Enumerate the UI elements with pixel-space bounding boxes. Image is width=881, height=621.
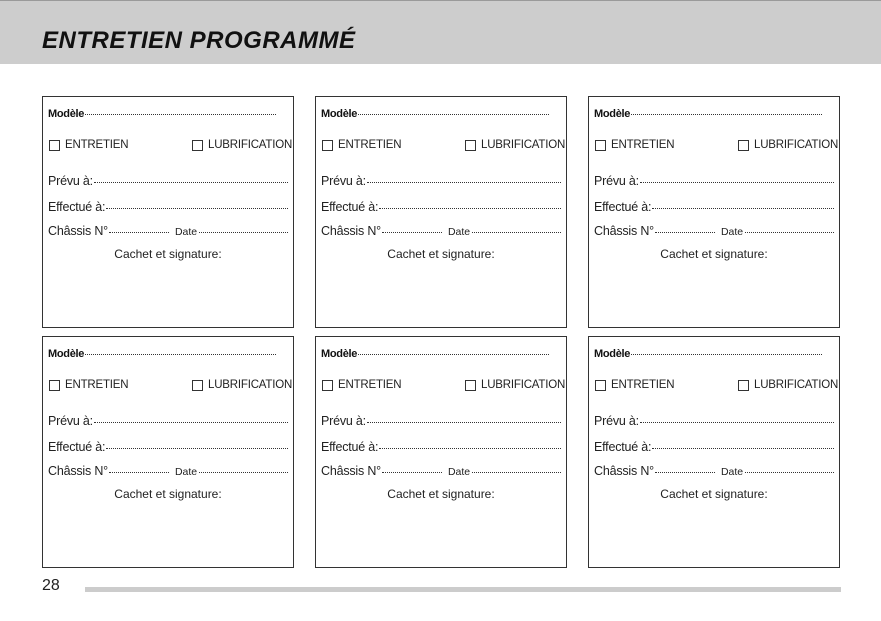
- done-field[interactable]: [652, 447, 834, 449]
- done-label: Effectué à:: [48, 440, 106, 454]
- lubrication-checkbox-label: LUBRIFICATION: [208, 139, 293, 151]
- done-label: Effectué à:: [594, 200, 652, 214]
- footer-rule: [85, 587, 841, 592]
- stamp-signature-label: Cachet et signature:: [114, 487, 222, 501]
- lubrication-checkbox-label: LUBRIFICATION: [754, 139, 839, 151]
- planned-field[interactable]: [640, 181, 834, 183]
- model-label: Modèle: [48, 348, 85, 360]
- lubrication-checkbox[interactable]: [192, 140, 203, 151]
- maintenance-card: [42, 96, 294, 328]
- service-checkbox[interactable]: [49, 140, 60, 151]
- done-field[interactable]: [652, 207, 834, 209]
- service-checkbox[interactable]: [595, 140, 606, 151]
- service-checkbox-label: ENTRETIEN: [611, 379, 675, 391]
- planned-label: Prévu à:: [321, 174, 366, 188]
- chassis-field[interactable]: [382, 471, 442, 473]
- stamp-signature-label: Cachet et signature:: [387, 247, 495, 261]
- service-checkbox[interactable]: [322, 140, 333, 151]
- planned-label: Prévu à:: [321, 414, 366, 428]
- service-checkbox[interactable]: [595, 380, 606, 391]
- date-field[interactable]: [199, 471, 288, 473]
- date-label: Date: [447, 466, 471, 478]
- model-field[interactable]: [85, 353, 276, 355]
- maintenance-card: [588, 96, 840, 328]
- maintenance-card: [588, 336, 840, 568]
- planned-label: Prévu à:: [48, 414, 93, 428]
- chassis-label: Châssis N°: [48, 464, 108, 478]
- planned-field[interactable]: [94, 181, 288, 183]
- chassis-label: Châssis N°: [594, 224, 654, 238]
- chassis-label: Châssis N°: [594, 464, 654, 478]
- model-field[interactable]: [631, 353, 822, 355]
- planned-field[interactable]: [367, 421, 561, 423]
- chassis-field[interactable]: [655, 471, 715, 473]
- stamp-signature-label: Cachet et signature:: [387, 487, 495, 501]
- stamp-signature-label: Cachet et signature:: [660, 487, 768, 501]
- lubrication-checkbox-label: LUBRIFICATION: [208, 379, 293, 391]
- lubrication-checkbox[interactable]: [738, 140, 749, 151]
- planned-field[interactable]: [367, 181, 561, 183]
- chassis-field[interactable]: [109, 471, 169, 473]
- model-label: Modèle: [321, 348, 358, 360]
- date-field[interactable]: [472, 231, 561, 233]
- chassis-field[interactable]: [382, 231, 442, 233]
- page-number: 28: [42, 577, 60, 594]
- done-label: Effectué à:: [321, 200, 379, 214]
- lubrication-checkbox-label: LUBRIFICATION: [481, 379, 566, 391]
- service-checkbox[interactable]: [322, 380, 333, 391]
- done-field[interactable]: [379, 207, 561, 209]
- service-checkbox-label: ENTRETIEN: [611, 139, 675, 151]
- chassis-label: Châssis N°: [321, 224, 381, 238]
- planned-field[interactable]: [94, 421, 288, 423]
- chassis-label: Châssis N°: [48, 224, 108, 238]
- maintenance-card: [315, 336, 567, 568]
- date-field[interactable]: [472, 471, 561, 473]
- header-bar: [0, 0, 881, 64]
- model-label: Modèle: [321, 108, 358, 120]
- lubrication-checkbox[interactable]: [738, 380, 749, 391]
- maintenance-card: [315, 96, 567, 328]
- done-field[interactable]: [106, 447, 288, 449]
- date-label: Date: [174, 466, 198, 478]
- done-label: Effectué à:: [594, 440, 652, 454]
- service-checkbox-label: ENTRETIEN: [65, 139, 129, 151]
- date-label: Date: [174, 226, 198, 238]
- service-checkbox-label: ENTRETIEN: [338, 379, 402, 391]
- date-field[interactable]: [745, 471, 834, 473]
- chassis-label: Châssis N°: [321, 464, 381, 478]
- planned-label: Prévu à:: [594, 414, 639, 428]
- planned-field[interactable]: [640, 421, 834, 423]
- lubrication-checkbox[interactable]: [465, 140, 476, 151]
- done-label: Effectué à:: [321, 440, 379, 454]
- service-checkbox[interactable]: [49, 380, 60, 391]
- service-checkbox-label: ENTRETIEN: [65, 379, 129, 391]
- page-title: ENTRETIEN PROGRAMMÉ: [42, 27, 356, 54]
- stamp-signature-label: Cachet et signature:: [660, 247, 768, 261]
- model-field[interactable]: [358, 353, 549, 355]
- planned-label: Prévu à:: [594, 174, 639, 188]
- service-checkbox-label: ENTRETIEN: [338, 139, 402, 151]
- date-field[interactable]: [199, 231, 288, 233]
- date-field[interactable]: [745, 231, 834, 233]
- chassis-field[interactable]: [109, 231, 169, 233]
- lubrication-checkbox-label: LUBRIFICATION: [481, 139, 566, 151]
- stamp-signature-label: Cachet et signature:: [114, 247, 222, 261]
- model-field[interactable]: [358, 113, 549, 115]
- lubrication-checkbox-label: LUBRIFICATION: [754, 379, 839, 391]
- planned-label: Prévu à:: [48, 174, 93, 188]
- model-label: Modèle: [594, 348, 631, 360]
- date-label: Date: [720, 466, 744, 478]
- model-label: Modèle: [594, 108, 631, 120]
- date-label: Date: [447, 226, 471, 238]
- chassis-field[interactable]: [655, 231, 715, 233]
- lubrication-checkbox[interactable]: [192, 380, 203, 391]
- model-field[interactable]: [631, 113, 822, 115]
- date-label: Date: [720, 226, 744, 238]
- done-field[interactable]: [379, 447, 561, 449]
- model-label: Modèle: [48, 108, 85, 120]
- done-label: Effectué à:: [48, 200, 106, 214]
- lubrication-checkbox[interactable]: [465, 380, 476, 391]
- done-field[interactable]: [106, 207, 288, 209]
- maintenance-card: [42, 336, 294, 568]
- model-field[interactable]: [85, 113, 276, 115]
